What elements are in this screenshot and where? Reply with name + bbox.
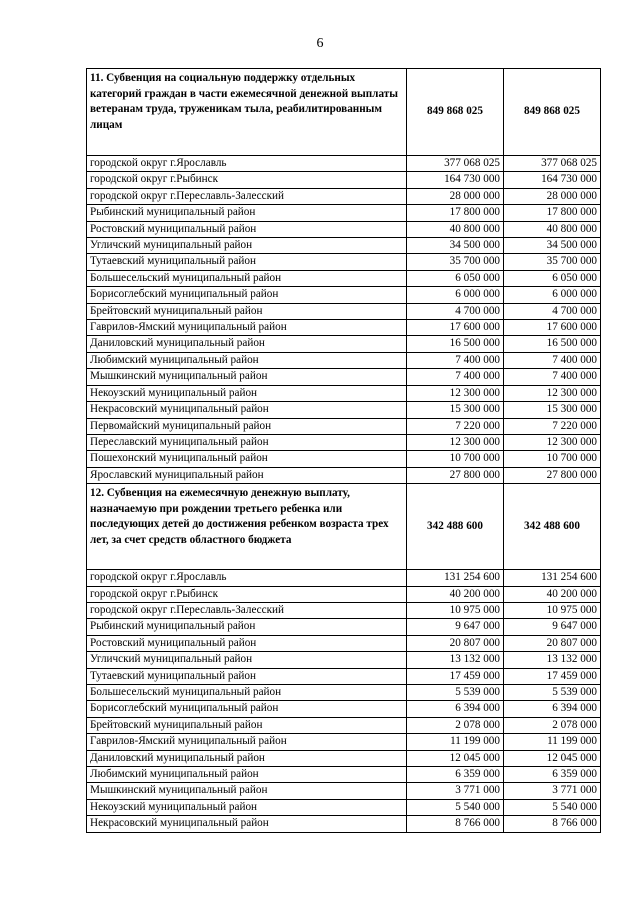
- row-value-2: 9 647 000: [504, 619, 601, 635]
- table-row: [87, 717, 601, 733]
- row-value-1: 5 539 000: [407, 684, 504, 700]
- row-value-1: 28 000 000: [407, 188, 504, 204]
- table-row: [87, 336, 601, 352]
- row-name: Ростовский муниципальный район: [87, 221, 407, 237]
- table-row: [87, 320, 601, 336]
- table-row: [87, 238, 601, 254]
- row-value-1: 10 700 000: [407, 451, 504, 467]
- row-name: Борисоглебский муниципальный район: [87, 701, 407, 717]
- row-value-2: 131 254 600: [504, 570, 601, 586]
- row-value-1: 17 800 000: [407, 205, 504, 221]
- table-row: [87, 586, 601, 602]
- row-name: Первомайский муниципальный район: [87, 418, 407, 434]
- row-value-2: 11 199 000: [504, 734, 601, 750]
- row-value-2: 17 800 000: [504, 205, 601, 221]
- row-name: Угличский муниципальный район: [87, 652, 407, 668]
- row-name: Гаврилов-Ямский муниципальный район: [87, 734, 407, 750]
- row-name: Мышкинский муниципальный район: [87, 783, 407, 799]
- row-name: Тутаевский муниципальный район: [87, 668, 407, 684]
- row-value-2: 3 771 000: [504, 783, 601, 799]
- row-value-1: 16 500 000: [407, 336, 504, 352]
- row-value-2: 10 700 000: [504, 451, 601, 467]
- row-name: городской округ г.Рыбинск: [87, 172, 407, 188]
- subsidy-table-body: [87, 69, 601, 833]
- row-value-2: 164 730 000: [504, 172, 601, 188]
- row-value-2: 28 000 000: [504, 188, 601, 204]
- row-value-2: 2 078 000: [504, 717, 601, 733]
- row-value-2: 40 200 000: [504, 586, 601, 602]
- row-name: городской округ г.Переславль-Залесский: [87, 602, 407, 618]
- row-value-2: 17 600 000: [504, 320, 601, 336]
- row-name: Тутаевский муниципальный район: [87, 254, 407, 270]
- row-name: городской округ г.Ярославль: [87, 156, 407, 172]
- table-row: [87, 701, 601, 717]
- row-value-1: 12 300 000: [407, 434, 504, 450]
- row-name: Переславский муниципальный район: [87, 434, 407, 450]
- row-name: Пошехонский муниципальный район: [87, 451, 407, 467]
- row-value-2: 8 766 000: [504, 816, 601, 832]
- row-value-2: 7 220 000: [504, 418, 601, 434]
- table-row: [87, 188, 601, 204]
- table-row: [87, 619, 601, 635]
- row-value-1: 17 459 000: [407, 668, 504, 684]
- row-value-1: 4 700 000: [407, 303, 504, 319]
- row-value-2: 15 300 000: [504, 402, 601, 418]
- row-value-1: 12 045 000: [407, 750, 504, 766]
- row-value-1: 377 068 025: [407, 156, 504, 172]
- row-value-1: 17 600 000: [407, 320, 504, 336]
- row-name: Рыбинский муниципальный район: [87, 205, 407, 221]
- row-value-1: 6 394 000: [407, 701, 504, 717]
- section-header-row: [87, 69, 601, 156]
- row-value-1: 27 800 000: [407, 467, 504, 483]
- table-row: [87, 418, 601, 434]
- table-row: [87, 668, 601, 684]
- row-name: городской округ г.Переславль-Залесский: [87, 188, 407, 204]
- row-value-2: 4 700 000: [504, 303, 601, 319]
- row-value-1: 7 220 000: [407, 418, 504, 434]
- row-name: Гаврилов-Ямский муниципальный район: [87, 320, 407, 336]
- row-value-1: 6 359 000: [407, 767, 504, 783]
- row-value-1: 2 078 000: [407, 717, 504, 733]
- row-value-2: 40 800 000: [504, 221, 601, 237]
- row-value-1: 8 766 000: [407, 816, 504, 832]
- row-value-1: 5 540 000: [407, 799, 504, 815]
- subsidy-table: [86, 68, 601, 833]
- table-row: [87, 602, 601, 618]
- row-name: Даниловский муниципальный район: [87, 750, 407, 766]
- row-name: городской округ г.Ярославль: [87, 570, 407, 586]
- table-row: [87, 352, 601, 368]
- table-row: [87, 287, 601, 303]
- row-value-2: 10 975 000: [504, 602, 601, 618]
- row-value-2: 377 068 025: [504, 156, 601, 172]
- table-row: [87, 221, 601, 237]
- row-value-2: 5 540 000: [504, 799, 601, 815]
- table-row: [87, 303, 601, 319]
- row-name: Брейтовский муниципальный район: [87, 303, 407, 319]
- row-name: Большесельский муниципальный район: [87, 270, 407, 286]
- row-name: Некрасовский муниципальный район: [87, 402, 407, 418]
- row-name: Брейтовский муниципальный район: [87, 717, 407, 733]
- table-row: [87, 205, 601, 221]
- table-row: [87, 434, 601, 450]
- section-title: 11. Субвенция на социальную поддержку отдельных категорий граждан в части ежемесячной денежной выплаты ветеранам труда, труженикам тыла, реабилитированным лицам: [87, 69, 407, 156]
- row-name: Рыбинский муниципальный район: [87, 619, 407, 635]
- row-value-2: 7 400 000: [504, 369, 601, 385]
- row-value-1: 6 000 000: [407, 287, 504, 303]
- table-row: [87, 254, 601, 270]
- row-name: Некоузский муниципальный район: [87, 799, 407, 815]
- row-value-1: 10 975 000: [407, 602, 504, 618]
- table-row: [87, 156, 601, 172]
- row-value-2: 20 807 000: [504, 635, 601, 651]
- row-value-2: 27 800 000: [504, 467, 601, 483]
- table-row: [87, 816, 601, 832]
- section-header-row: [87, 484, 601, 570]
- section-title: 12. Субвенция на ежемесячную денежную выплату, назначаемую при рождении третьего ребенка или последующих детей до достижения ребенком возраста трех лет, за счет средств областного бюджета: [87, 484, 407, 570]
- section-total-2: 849 868 025: [504, 69, 601, 156]
- table-row: [87, 270, 601, 286]
- row-value-2: 6 359 000: [504, 767, 601, 783]
- table-row: [87, 767, 601, 783]
- row-value-1: 7 400 000: [407, 352, 504, 368]
- row-value-2: 35 700 000: [504, 254, 601, 270]
- row-value-2: 12 300 000: [504, 434, 601, 450]
- table-row: [87, 684, 601, 700]
- table-row: [87, 652, 601, 668]
- row-value-2: 6 050 000: [504, 270, 601, 286]
- table-row: [87, 385, 601, 401]
- row-value-2: 6 000 000: [504, 287, 601, 303]
- row-value-1: 11 199 000: [407, 734, 504, 750]
- row-value-1: 20 807 000: [407, 635, 504, 651]
- table-row: [87, 172, 601, 188]
- row-value-2: 6 394 000: [504, 701, 601, 717]
- table-row: [87, 783, 601, 799]
- row-name: городской округ г.Рыбинск: [87, 586, 407, 602]
- row-value-1: 131 254 600: [407, 570, 504, 586]
- row-name: Некоузский муниципальный район: [87, 385, 407, 401]
- row-value-1: 13 132 000: [407, 652, 504, 668]
- table-row: [87, 451, 601, 467]
- table-row: [87, 369, 601, 385]
- row-name: Борисоглебский муниципальный район: [87, 287, 407, 303]
- row-name: Любимский муниципальный район: [87, 767, 407, 783]
- section-total-1: 342 488 600: [407, 484, 504, 570]
- row-value-1: 9 647 000: [407, 619, 504, 635]
- row-value-2: 13 132 000: [504, 652, 601, 668]
- row-value-2: 34 500 000: [504, 238, 601, 254]
- row-name: Любимский муниципальный район: [87, 352, 407, 368]
- row-name: Даниловский муниципальный район: [87, 336, 407, 352]
- row-value-1: 6 050 000: [407, 270, 504, 286]
- row-value-1: 3 771 000: [407, 783, 504, 799]
- row-value-1: 164 730 000: [407, 172, 504, 188]
- row-value-1: 15 300 000: [407, 402, 504, 418]
- table-row: [87, 570, 601, 586]
- row-value-2: 16 500 000: [504, 336, 601, 352]
- table-row: [87, 750, 601, 766]
- row-name: Угличский муниципальный район: [87, 238, 407, 254]
- row-name: Ростовский муниципальный район: [87, 635, 407, 651]
- row-value-2: 17 459 000: [504, 668, 601, 684]
- row-name: Большесельский муниципальный район: [87, 684, 407, 700]
- table-row: [87, 467, 601, 483]
- table-row: [87, 402, 601, 418]
- row-value-1: 35 700 000: [407, 254, 504, 270]
- row-value-2: 5 539 000: [504, 684, 601, 700]
- section-total-2: 342 488 600: [504, 484, 601, 570]
- table-row: [87, 635, 601, 651]
- row-value-1: 12 300 000: [407, 385, 504, 401]
- row-value-1: 34 500 000: [407, 238, 504, 254]
- row-name: Некрасовский муниципальный район: [87, 816, 407, 832]
- row-name: Ярославский муниципальный район: [87, 467, 407, 483]
- table-row: [87, 734, 601, 750]
- table-row: [87, 799, 601, 815]
- row-name: Мышкинский муниципальный район: [87, 369, 407, 385]
- page-number: 6: [316, 36, 324, 51]
- row-value-1: 40 200 000: [407, 586, 504, 602]
- row-value-1: 7 400 000: [407, 369, 504, 385]
- row-value-2: 12 300 000: [504, 385, 601, 401]
- row-value-2: 12 045 000: [504, 750, 601, 766]
- section-total-1: 849 868 025: [407, 69, 504, 156]
- row-value-1: 40 800 000: [407, 221, 504, 237]
- row-value-2: 7 400 000: [504, 352, 601, 368]
